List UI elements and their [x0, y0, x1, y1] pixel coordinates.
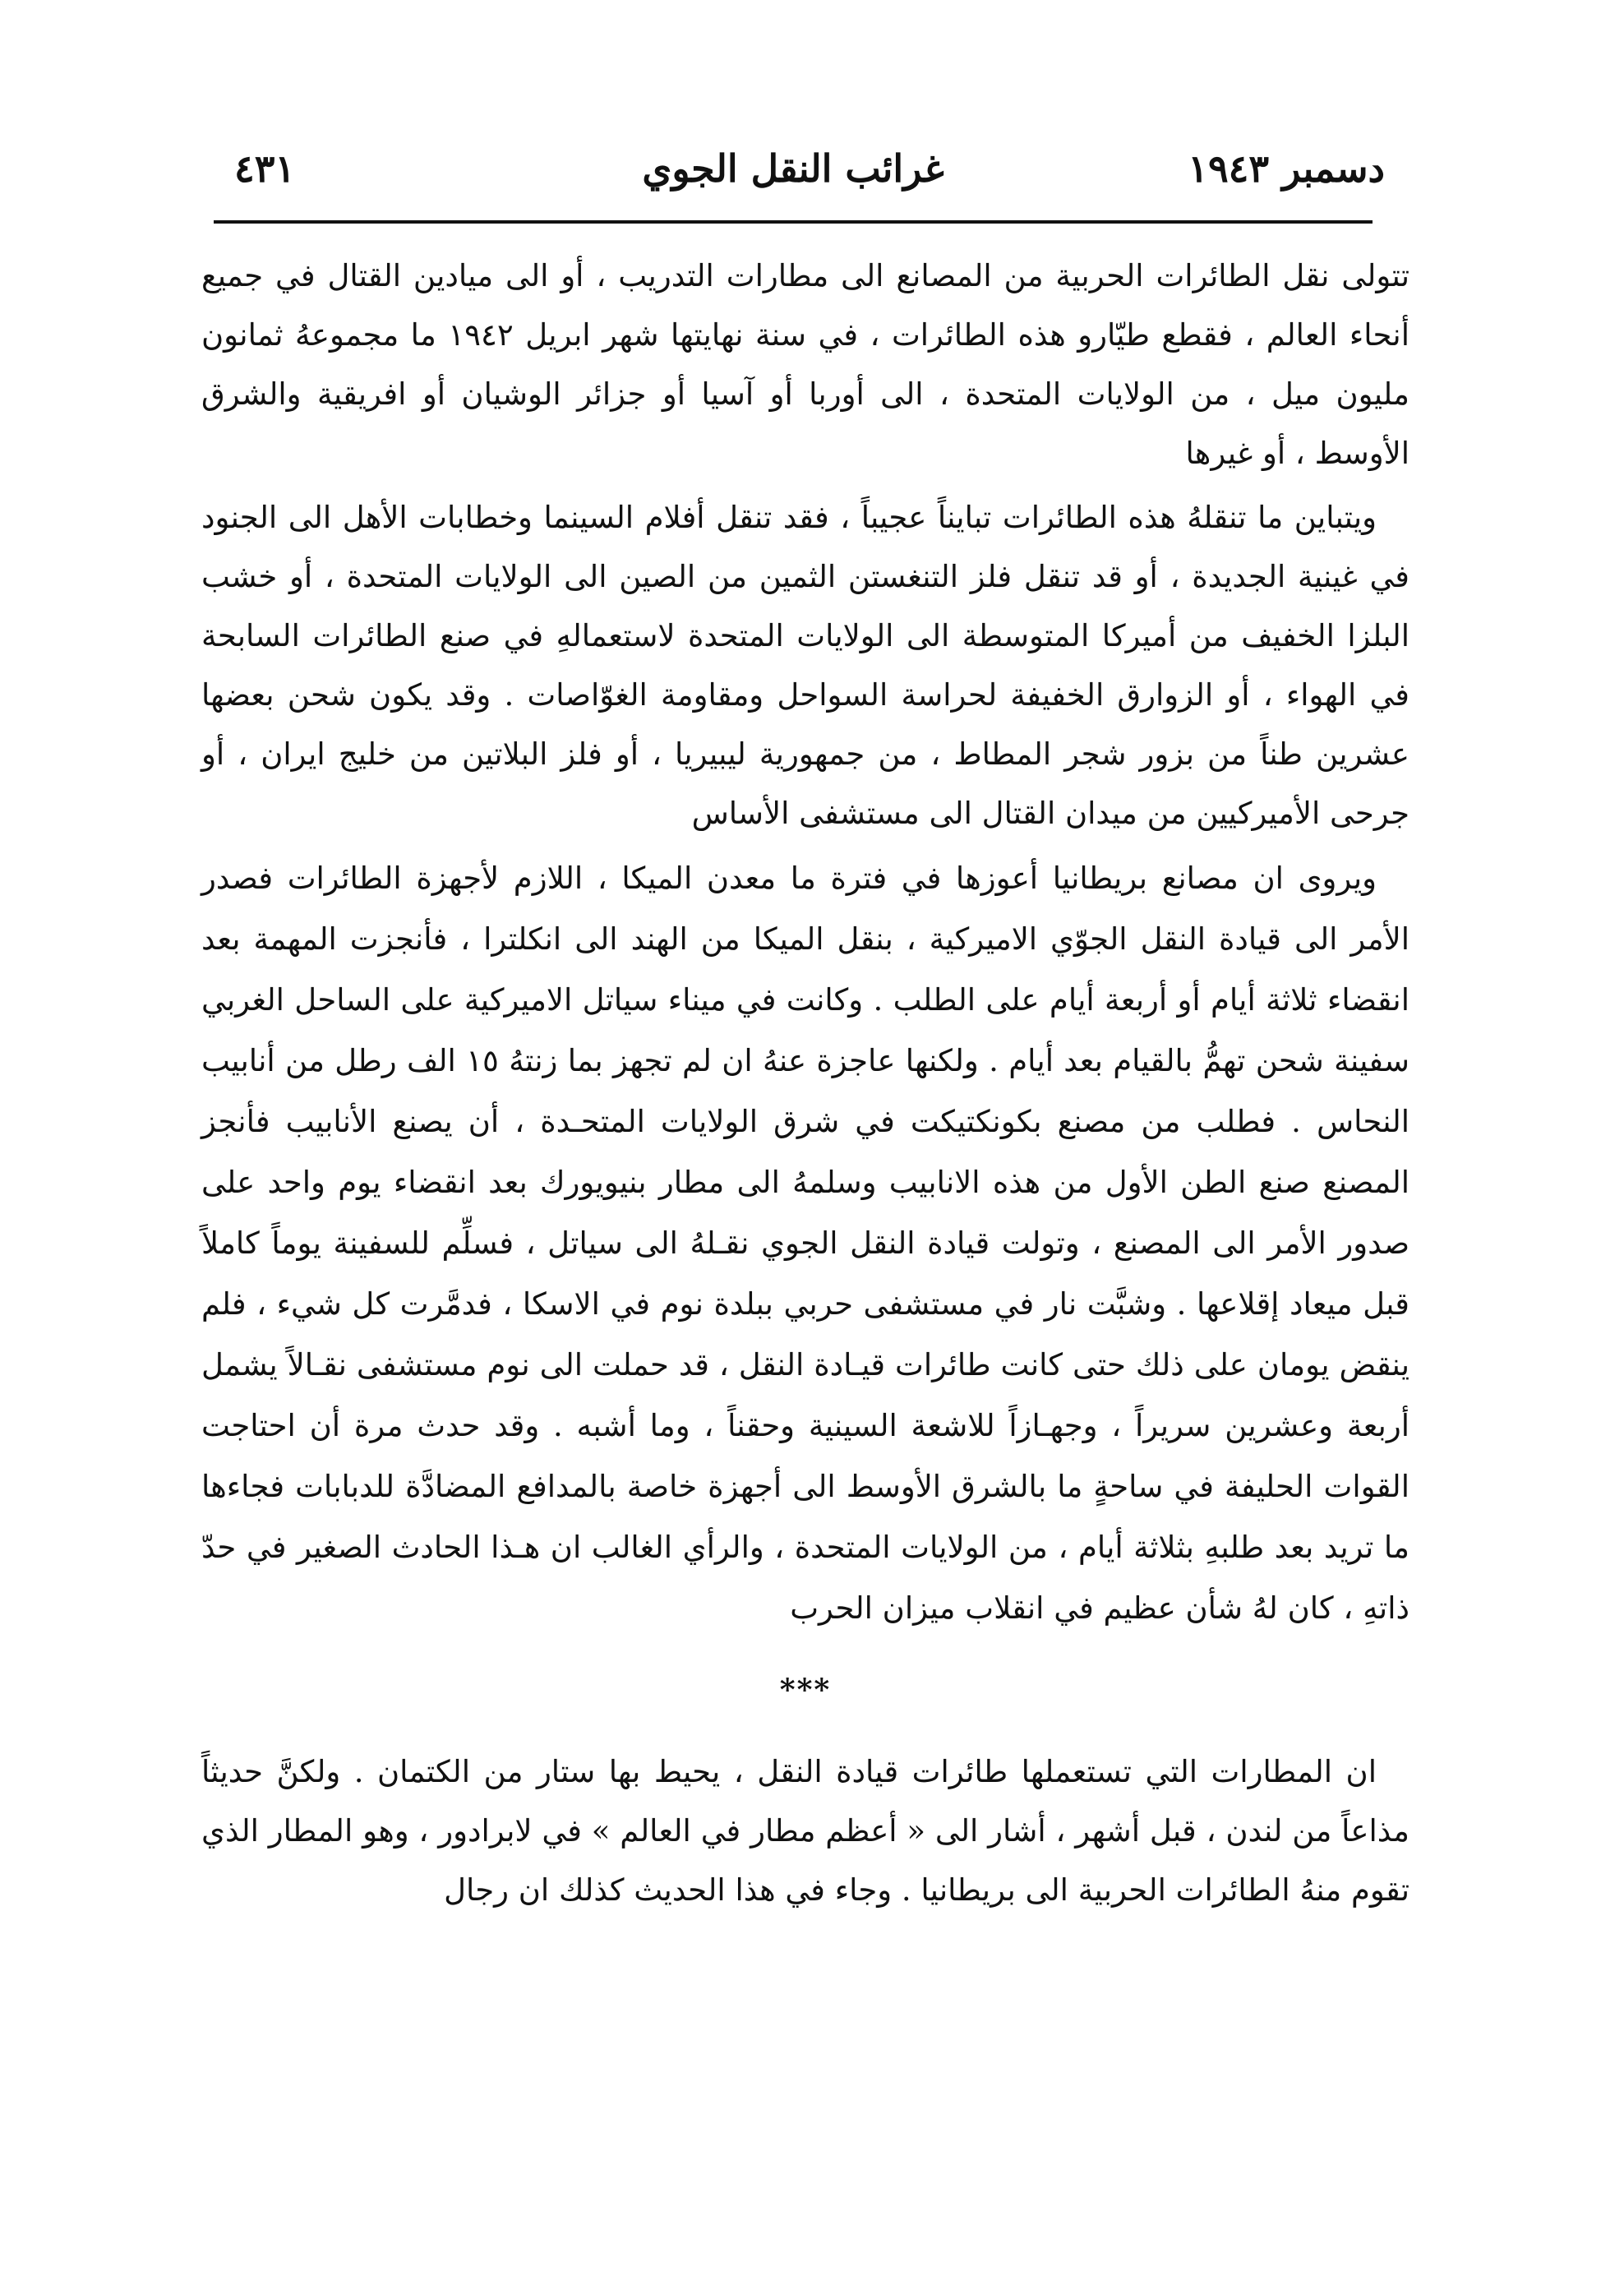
- header-rule: [214, 220, 1373, 224]
- running-header: [201, 140, 1385, 214]
- paragraph-2: ويتباين ما تنقلهُ هذه الطائرات تبايناً عجيباً ، فقد تنقل أفلام السينما وخطابات الأهل الى الجنود في غينية الجديدة ، أو قد تنقل فلز التنغستن الثمين من الصين الى الولايات المتحدة ، أو خشب البلزا الخفيف من أميركا المتوسطة الى الولايات المتحدة لاستعمالهِ في صنع الطائرات السابحة في الهواء ، أو الزوارق الخفيفة لحراسة السواحل ومقاومة الغوّاصات . وقد يكون شحن بعضها عشرين طناً من بزور شجر المطاط ، من جمهورية ليبيريا ، أو فلز البلاتين من خليج ايران ، أو جرحى الأميركيين من ميدان القتال الى مستشفى الأساس: [201, 500, 1409, 831]
- header-title: غرائب النقل الجوي: [642, 146, 944, 191]
- paragraph-4: ان المطارات التي تستعملها طائرات قيادة النقل ، يحيط بها ستار من الكتمان . ولكنَّ حديثاً مذاعاً من لندن ، قبل أشهر ، أشار الى « أعظم مطار في العالم » في لابرادور ، وهو المطار الذي تقوم منهُ الطائرات الحربية الى بريطانيا . وجاء في هذا الحديث كذلك ان رجال: [201, 1754, 1409, 1908]
- paragraph-3: ويروى ان مصانع بريطانيا أعوزها في فترة ما معدن الميكا ، اللازم لأجهزة الطائرات فصدر الأمر الى قيادة النقل الجوّي الاميركية ، بنقل الميكا من الهند الى انكلترا ، فأنجزت المهمة بعد انقضاء ثلاثة أيام أو أربعة أيام على الطلب . وكانت في ميناء سياتل الاميركية على الساحل الغربي سفينة شحن تهمُّ بالقيام بعد أيام . ولكنها عاجزة عنهُ ان لم تجهز بما زنتهُ ١٥ الف رطل من أنابيب النحاس . فطلب من مصنع بكونكتيكت في شرق الولايات المتحـدة ، أن يصنع الأنابيب فأنجز المصنع صنع الطن الأول من هذه الانابيب وسلمهُ الى مطار بنيويورك بعد انقضاء يوم واحد على صدور الأمر الى المصنع ، وتولت قيادة النقل الجوي نقـلهُ الى سياتل ، فسلِّم للسفينة يوماً كاملاً قبل ميعاد إقلاعها . وشبَّت نار في مستشفى حربي ببلدة نوم في الاسكا ، فدمَّرت كل شيء ، فلم ينقض يومان على ذلك حتى كانت طائرات قيـادة النقل ، قد حملت الى نوم مستشفى نقـالاً يشمل أربعة وعشرين سريراً ، وجهـازاً للاشعة السينية وحقناً ، وما أشبه . وقد حدث مرة أن احتاجت القوات الحليفة في ساحةٍ ما بالشرق الأوسط الى أجهزة خاصة بالمدافع المضادَّة للدبابات فجاءها ما تريد بعد طلبهِ بثلاثة أيام ، من الولايات المتحدة ، والرأي الغالب ان هـذا الحادث الصغير في حدّ ذاتهِ ، كان لهُ شأن عظيم في انقلاب ميزان الحرب: [201, 861, 1409, 1626]
- paragraph-1: تتولى نقل الطائرات الحربية من المصانع الى مطارات التدريب ، أو الى ميادين القتال في جميع أنحاء العالم ، فقطع طيّارو هذه الطائرات ، في سنة نهايتها شهر ابريل ١٩٤٢ ما مجموعهُ ثمانون مليون ميل ، من الولايات المتحدة ، الى أوربا أو آسيا أو جزائر الوشيان أو افريقية والشرق الأوسط ، أو غيرها: [201, 258, 1409, 471]
- article-body: [201, 247, 1409, 1925]
- page-number: ٤٣١: [234, 146, 296, 191]
- section-separator: ***: [779, 1673, 832, 1707]
- header-date: دسمبر ١٩٤٣: [1188, 146, 1385, 191]
